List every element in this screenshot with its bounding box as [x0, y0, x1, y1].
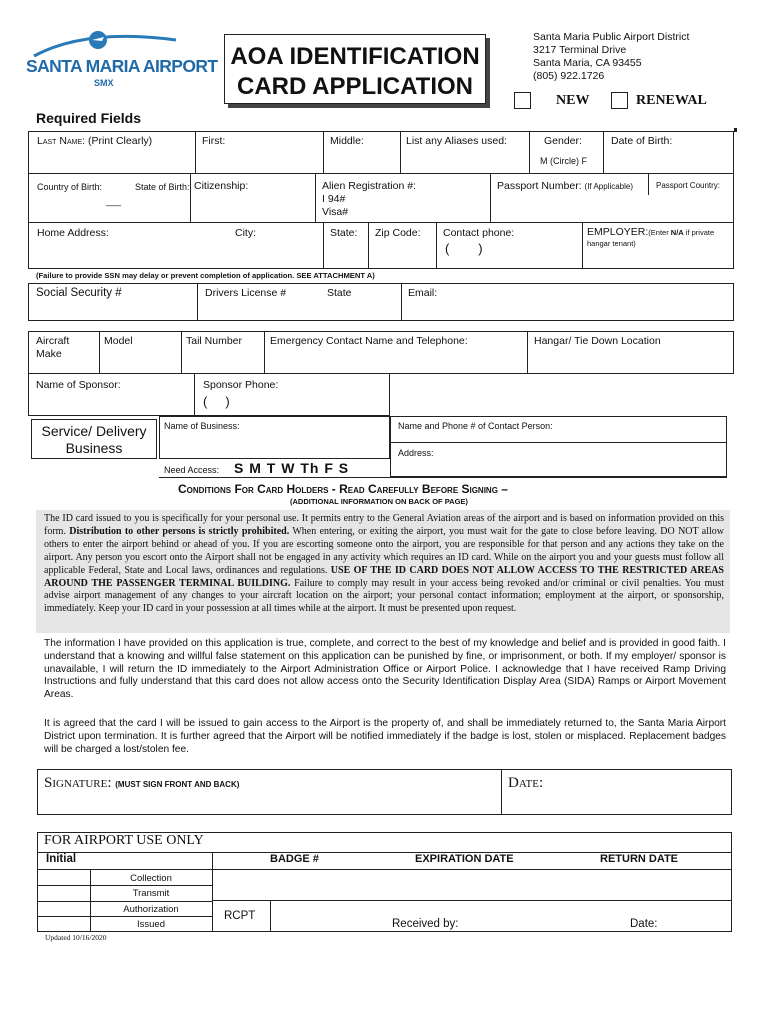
business-address-label: Address:	[398, 448, 434, 458]
address-line: Santa Maria Public Airport District	[533, 31, 690, 43]
email-label: Email:	[408, 287, 438, 299]
terms-text: The ID card issued to you is specifically for your personal use. It permits entry to the General Aviation areas of the airport and is based on information provided on this form.	[44, 513, 724, 537]
visa-text: Visa#	[322, 206, 349, 218]
dob-label: Date of Birth:	[611, 135, 673, 147]
gender-label: Gender:	[544, 135, 582, 147]
business-address-field[interactable]	[390, 443, 727, 477]
i94-text: I 94#	[322, 193, 346, 205]
badge-header: BADGE #	[270, 853, 319, 865]
tail-number-label: Tail Number	[186, 335, 243, 347]
alien-reg-text: Alien Registration #:	[322, 180, 416, 192]
last-name-text: Last Name:	[37, 135, 86, 147]
district-address	[533, 31, 689, 83]
address-line: Santa Maria, CA 93455	[533, 57, 642, 69]
initial-header: Initial	[46, 853, 77, 865]
new-checkbox[interactable]	[514, 92, 531, 109]
dl-state-label: State	[327, 287, 352, 299]
state-birth-label: State of Birth:	[135, 182, 190, 192]
gender-options[interactable]: M (Circle) F	[540, 156, 587, 166]
contact-phone-label: Contact phone:	[443, 227, 515, 239]
conditions-title: Conditions For Card Holders - Read Carefully Before Signing –	[178, 482, 508, 496]
print-clearly-note: (Print Clearly)	[87, 135, 153, 147]
service-label-box	[31, 419, 157, 459]
terms-text: Failure to comply may result in your access being revoked and/or criminal or civil penalties. You must advise airport management of any changes to your aircraft location on the airport; your personal contact information; employment at the airport, or sponsorship, immediately. Keep your ID card in your possession at all times while at the airport. It must be presented upon request.	[44, 577, 724, 615]
terms-paragraph	[44, 513, 724, 616]
rcpt-label: RCPT	[224, 910, 256, 922]
address-line: 3217 Terminal Drive	[533, 44, 627, 56]
received-by-label: Received by:	[392, 918, 459, 930]
airport-logo	[26, 26, 218, 96]
terms-bold: USE OF THE ID CARD DOES NOT ALLOW ACCESS TO THE RESTRICTED AREAS AROUND THE PASSENGER TERMINAL BUILDING.	[44, 564, 724, 589]
page-title-line1: AOA IDENTIFICATION	[230, 43, 480, 70]
agreement-paragraph: It is agreed that the card I will be issued to gain access to the Airport is the property of, and shall be immediately returned to, the Santa Maria Airport District upon termination. It is further agreed that the Airport will be notified immediately if the badge is lost, stolen or misplaced. Replacement badges will be charged a lost/stolen fee.	[44, 718, 726, 755]
transmit-row: Transmit	[132, 888, 170, 899]
sponsor-name-label: Name of Sponsor:	[36, 379, 121, 391]
passport-number-label	[497, 180, 633, 192]
issued-row: Issued	[137, 919, 165, 930]
make-text: Make	[36, 348, 62, 360]
country-birth-label: Country of Birth:	[37, 182, 103, 192]
need-access-label: Need Access:	[164, 465, 220, 475]
city-label: City:	[235, 227, 256, 239]
state-birth-blank: ___	[106, 196, 122, 206]
address-line: (805) 922.1726	[533, 70, 605, 82]
alien-registration-label	[322, 180, 416, 219]
aliases-label: List any Aliases used:	[406, 135, 507, 147]
last-name-label	[37, 135, 152, 147]
employer-text: EMPLOYER:	[587, 226, 649, 238]
signature-text: Signature:	[44, 775, 112, 791]
emergency-contact-label: Emergency Contact Name and Telephone:	[270, 335, 468, 347]
passport-country-label: Passport Country:	[656, 181, 721, 190]
employer-note: hangar tenant)	[587, 239, 636, 248]
state-label: State:	[330, 227, 358, 239]
sponsor-phone-parens[interactable]: ( )	[203, 394, 230, 409]
employer-label	[587, 227, 714, 249]
logo-sub: SMX	[94, 78, 114, 88]
plane-swoosh-icon	[26, 26, 186, 60]
updated-date: Updated 10/16/2020	[45, 933, 107, 942]
aircraft-text: Aircraft	[36, 335, 70, 347]
collection-row: Collection	[130, 873, 172, 884]
drivers-license-label: Drivers License #	[205, 287, 287, 299]
aircraft-make-label	[36, 335, 69, 361]
id-row	[28, 283, 734, 321]
citizenship-label: Citizenship:	[194, 180, 249, 192]
ssn-label: Social Security #	[36, 287, 122, 299]
employer-note: if private	[683, 228, 715, 237]
airport-use-title: FOR AIRPORT USE ONLY	[44, 833, 204, 848]
ssn-note: (Failure to provide SSN may delay or prevent completion of application. SEE ATTACHMENT A)	[36, 271, 375, 280]
service-label: Service/ Delivery	[41, 423, 147, 439]
date-label: Date:	[508, 775, 544, 791]
signature-label	[44, 775, 239, 792]
page-title-line2: CARD APPLICATION	[237, 73, 473, 100]
employer-note: (Enter	[648, 228, 671, 237]
renewal-label: RENEWAL	[636, 93, 707, 108]
received-date-label: Date:	[630, 918, 658, 930]
new-label: NEW	[556, 93, 590, 108]
business-name-label: Name of Business:	[164, 421, 240, 431]
middle-name-label: Middle:	[330, 135, 364, 147]
signature-note: (MUST SIGN FRONT AND BACK)	[115, 780, 240, 789]
certification-paragraph: The information I have provided on this application is true, complete, and correct to the best of my knowledge and belief and is provided in good faith. I understand that a knowing and willful false statement on this application can be punished by fine, or imprisonment, or both. If my employer/ sponsor is unavailable, I will return the ID immediately to the Airport Administration Office or Airport Police. I acknowledge that I have received Ramp Driving Instructions and fully understand that this card does not allow access onto the Security Identification Display Area (SIDA) Ramps or Airport Movement Areas.	[44, 638, 726, 701]
authorization-row: Authorization	[123, 904, 179, 915]
return-header: RETURN DATE	[600, 853, 679, 865]
hangar-location-label: Hangar/ Tie Down Location	[534, 335, 661, 347]
access-days[interactable]: S M T W Th F S	[234, 460, 350, 476]
contact-person-label: Name and Phone # of Contact Person:	[398, 421, 553, 431]
required-fields-heading: Required Fields	[36, 110, 142, 126]
expiration-header: EXPIRATION DATE	[415, 853, 514, 865]
first-name-label: First:	[202, 135, 226, 147]
employer-na: N/A	[670, 228, 684, 237]
model-label: Model	[104, 335, 133, 347]
sponsor-phone-label: Sponsor Phone:	[203, 379, 279, 391]
zip-label: Zip Code:	[375, 227, 421, 239]
passport-text: Passport Number:	[497, 180, 582, 192]
conditions-subtitle: (ADDITIONAL INFORMATION ON BACK OF PAGE)	[290, 497, 468, 506]
business-label: Business	[65, 440, 123, 456]
terms-text: When entering, or exiting the airport, you must wait for the gate to close before leaving. DO NOT allow others to enter the airport behind or ahead of you. If you are escorting someone onto the airport, you are responsible for that person and any actions they take on the airport. Any person you escort onto the Airport shall not be engaged in any activity which requires an ID card. While on the airport you and your guests must follow all applicable Federal, State and Local laws, ordinances and regulations.	[44, 525, 724, 576]
if-applicable-note: (If Applicable)	[584, 182, 634, 191]
renewal-checkbox[interactable]	[611, 92, 628, 109]
terms-bold: Distribution to other persons is strictly prohibited.	[69, 525, 290, 537]
contact-phone-parens[interactable]: ( )	[445, 241, 483, 256]
home-address-label: Home Address:	[37, 227, 109, 239]
logo-text: SANTA MARIA AIRPORT	[26, 56, 218, 76]
title-box	[224, 34, 486, 104]
